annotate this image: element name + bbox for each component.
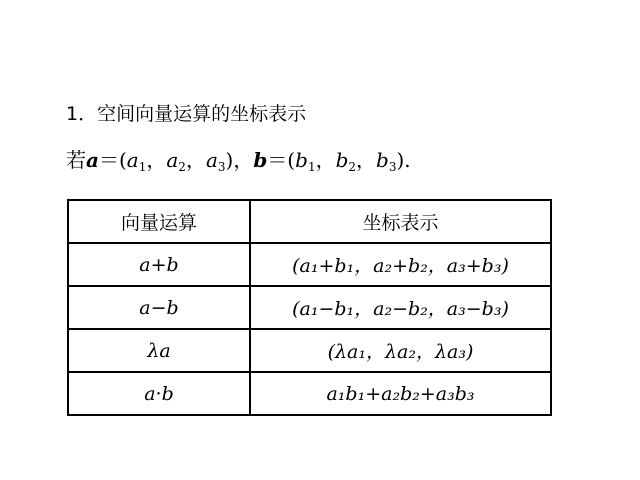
coordinate-cell: (a₁−b₁，a₂−b₂，a₃−b₃) bbox=[250, 286, 551, 329]
section-number: 1． bbox=[66, 103, 98, 125]
separator: )， bbox=[225, 148, 254, 172]
table-row bbox=[68, 286, 551, 329]
coord-b1: b bbox=[295, 148, 308, 172]
table-row bbox=[68, 329, 551, 372]
vector-b-symbol: b bbox=[253, 148, 268, 172]
operation-cell: λa bbox=[68, 329, 250, 372]
section-title: 空间向量运算的坐标表示 bbox=[97, 103, 307, 125]
operation-cell: a·b bbox=[68, 372, 250, 415]
coord-b2: b bbox=[335, 148, 349, 172]
subscript: 3 bbox=[388, 160, 397, 174]
section-heading bbox=[66, 100, 306, 128]
separator: ， bbox=[185, 148, 206, 172]
coordinate-cell: (a₁+b₁，a₂+b₂，a₃+b₃) bbox=[250, 243, 551, 286]
operation-cell: a+b bbox=[68, 243, 250, 286]
header-operation: 向量运算 bbox=[68, 200, 250, 243]
separator: ). bbox=[396, 148, 411, 172]
coord-a3: a bbox=[205, 148, 218, 172]
separator: ， bbox=[356, 148, 377, 172]
table-row bbox=[68, 372, 551, 415]
coordinate-table bbox=[67, 199, 552, 416]
table-header-row bbox=[68, 200, 551, 243]
subscript: 1 bbox=[307, 160, 316, 174]
header-coordinates: 坐标表示 bbox=[250, 200, 551, 243]
separator: ， bbox=[146, 148, 167, 172]
condition-line bbox=[66, 146, 411, 174]
subscript: 1 bbox=[138, 160, 147, 174]
vector-a-symbol: a bbox=[86, 148, 99, 172]
condition-prefix: 若 bbox=[66, 148, 86, 172]
subscript: 2 bbox=[348, 160, 357, 174]
coord-b3: b bbox=[376, 148, 389, 172]
equals-sign: ＝( bbox=[98, 148, 127, 172]
operation-cell: a−b bbox=[68, 286, 250, 329]
coord-a2: a bbox=[166, 148, 179, 172]
subscript: 2 bbox=[178, 160, 186, 174]
table-row bbox=[68, 243, 551, 286]
coordinate-cell: a₁b₁+a₂b₂+a₃b₃ bbox=[250, 372, 551, 415]
coord-a1: a bbox=[126, 148, 139, 172]
separator: ， bbox=[315, 148, 336, 172]
subscript: 3 bbox=[217, 160, 226, 174]
coordinate-cell: (λa₁，λa₂，λa₃) bbox=[250, 329, 551, 372]
equals-sign: ＝( bbox=[267, 148, 296, 172]
